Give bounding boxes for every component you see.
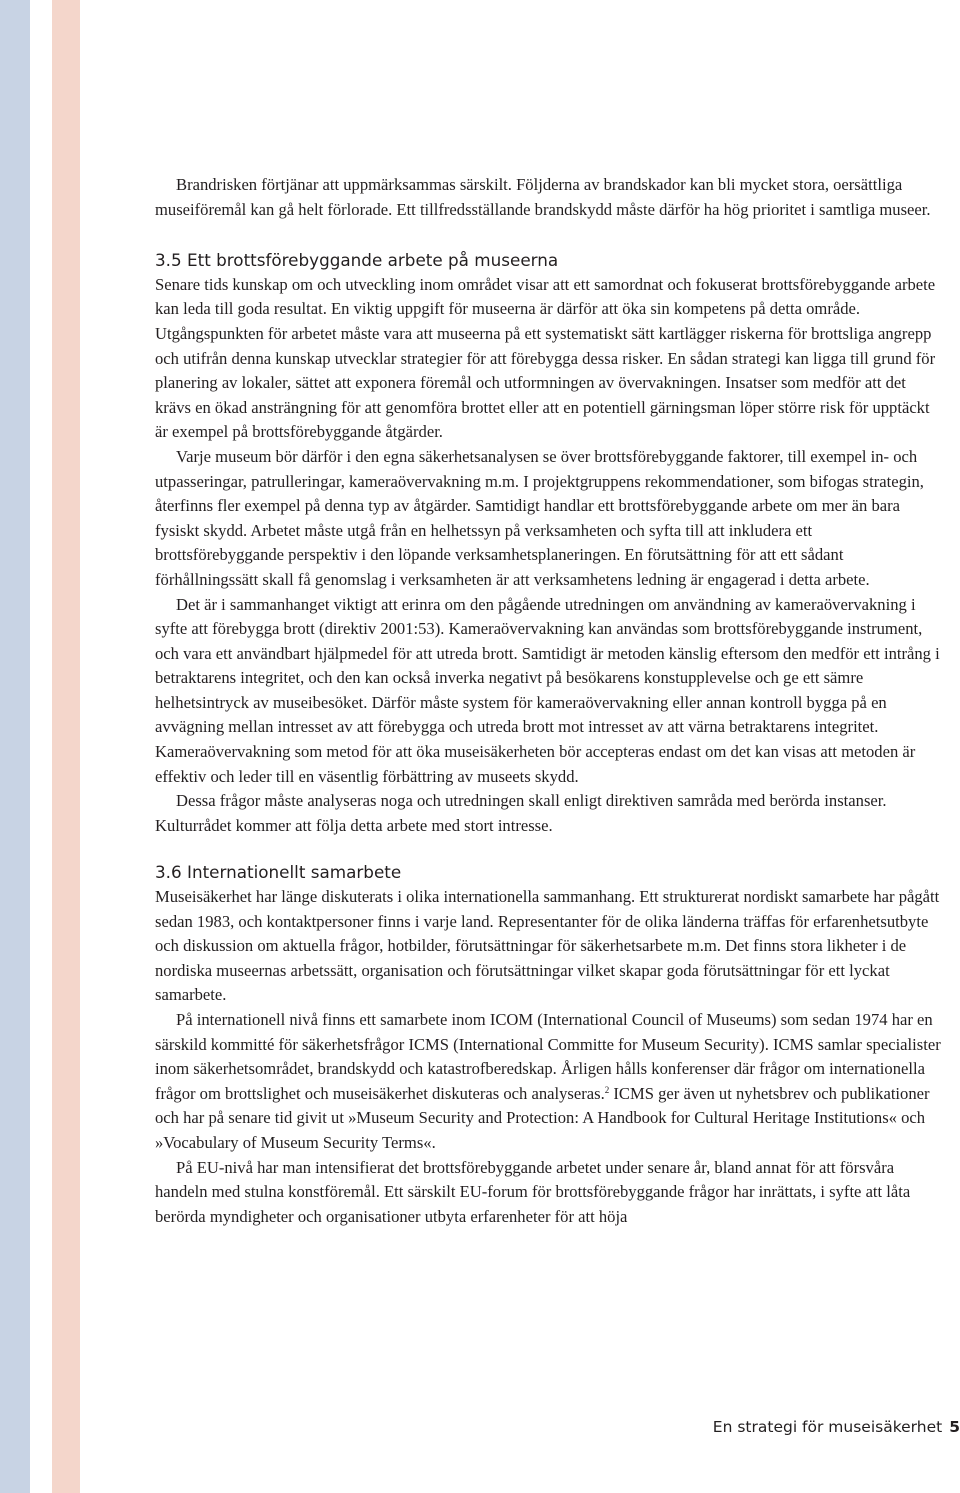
footer-title: En strategi för museisäkerhet <box>712 1418 943 1436</box>
section-3-6-heading: 3.6 Internationellt samarbete <box>155 862 402 883</box>
section-3-5-paragraph-1: Senare tids kunskap om och utveckling inom området visar att ett samordnat och fokuserat brottsförebyggande arbete kan leda till goda resultat. En viktig uppgift för museerna är därför att öka sin kompetens på detta område. Utgångspunkten för arbetet måste vara att museerna på ett systematiskt sätt kartlägger riskerna för brottsliga angrepp och utifrån denna kunskap utvecklar strategier för att förebygga dessa risker. En sådan strategi kan ligga till grund för planering av lokaler, sättet att exponera föremål och utformningen av övervakningen. Insatser som medför att det krävs en ökad ansträngning för att genomföra brottet eller att en potentiell gärningsman löper större risk för upptäckt är exempel på brottsförebyggande åtgärder. <box>155 274 936 442</box>
section-3-5-paragraph-2: Varje museum bör därför i den egna säkerhetsanalysen se över brottsförebyggande faktorer, till exempel in- och utpasseringar, patrulleringar, kameraövervakning m.m. I projektgruppens rekommendationer, som bifogas strategin, återfinns fler exempel på denna typ av åtgärder. Samtidigt handlar ett brottsförebyggande arbete om mer än bara fysiskt skydd. Arbetet måste utgå från en helhetssyn på verksamheten och syfta till att inkludera ett brottsförebyggande perspektiv i den löpande verksamhetsplaneringen. En förutsättning för att ett sådant förhållningssätt skall få genomslag i verksamheten är att verksamhetens ledning är engagerad i detta arbete. <box>155 446 924 589</box>
left-stripe-pink <box>52 0 80 1493</box>
section-3-5-heading: 3.5 Ett brottsförebyggande arbete på museerna <box>155 250 559 271</box>
section-3-5-paragraph-4: Dessa frågor måste analyseras noga och utredningen skall enligt direktiven samråda med berörda instanser. Kulturrådet kommer att följa detta arbete med stort intresse. <box>155 791 887 835</box>
paragraph-text: På internationell nivå finns ett samarbete inom ICOM (International Council of Museums) som sedan 1974 har en särskild kommitté för säkerhetsfrågor ICMS (International Committe for Museum Security). ICMS samlar specialister inom säkerhetsområdet, brandskydd och katastrofberedskap. Årligen hålls konferenser där frågor om internationella frågor om brottslighet och museisäkerhet diskuteras och analyseras. <box>155 1010 941 1103</box>
section-3-6-paragraph-1: Museisäkerhet har länge diskuterats i olika internationella sammanhang. Ett strukturerat nordiskt samarbete har pågått sedan 1983, och kontaktpersoner finns i varje land. Representanter för de olika länderna träffas för erfarenhetsutbyte och diskussion om aktuella frågor, hotbilder, förutsättningar för säkerhetsarbete m.m. Det finns stora likheter i de nordiska museernas arbetssätt, organisation och förutsättningar vilket skapar goda förutsättningar för ett lyckat samarbete. <box>155 887 940 1005</box>
page-number: 5 <box>949 1418 960 1436</box>
page-footer <box>560 1416 960 1438</box>
left-stripe-blue <box>0 0 30 1493</box>
section-3-6-paragraph-2 <box>155 1008 941 1156</box>
paragraph-text: ICMS ger även ut nyhetsbrev och publikationer och har på senare tid givit ut »Museum Security and Protection: A Handbook for Cultural Heritage Institutions« och »Vocabulary of Museum Security Terms«. <box>155 1083 930 1152</box>
document-body <box>155 173 941 1229</box>
footnote-marker: 2 <box>604 1084 610 1095</box>
section-3-5-paragraph-3: Det är i sammanhanget viktigt att erinra om den pågående utredningen om användning av kameraövervakning i syfte att förebygga brott (direktiv 2001:53). Kameraövervakning kan användas som brottsförebyggande instrument, och vara ett användbart hjälpmedel för att utreda brott. Samtidigt är metoden känslig eftersom den medför ett intrång i betraktarens integritet, och den kan också inverka negativt på besökarens konstupplevelse och ge ett sämre helhetsintryck av museibesöket. Därför måste system för kameraövervakning eller annan kontroll bygga på en avvägning mellan intresset av att förebygga och utreda brott mot intresset av att värna betraktarens integritet. Kameraövervakning som metod för att öka museisäkerheten bör accepteras endast om det kan visas att metoden är effektiv och leder till en väsentlig förbättring av museets skydd. <box>155 594 940 786</box>
spacer <box>155 222 941 248</box>
section-3-6-paragraph-3: På EU-nivå har man intensifierat det brottsförebyggande arbetet under senare år, bland annat för att försvåra handeln med stulna konstföremål. Ett särskilt EU-forum för brottsförebyggande frågor har inrättats, i syfte att låta berörda myndigheter och organisationer utbyta erfarenheter för att höja <box>155 1157 911 1226</box>
intro-paragraph: Brandrisken förtjänar att uppmärksammas särskilt. Följderna av brandskador kan bli mycket stora, oersättliga museiföremål kan gå helt förlorade. Ett tillfredsställande brandskydd måste därför ha hög prioritet i samtliga museer. <box>155 175 931 219</box>
spacer <box>155 838 941 860</box>
